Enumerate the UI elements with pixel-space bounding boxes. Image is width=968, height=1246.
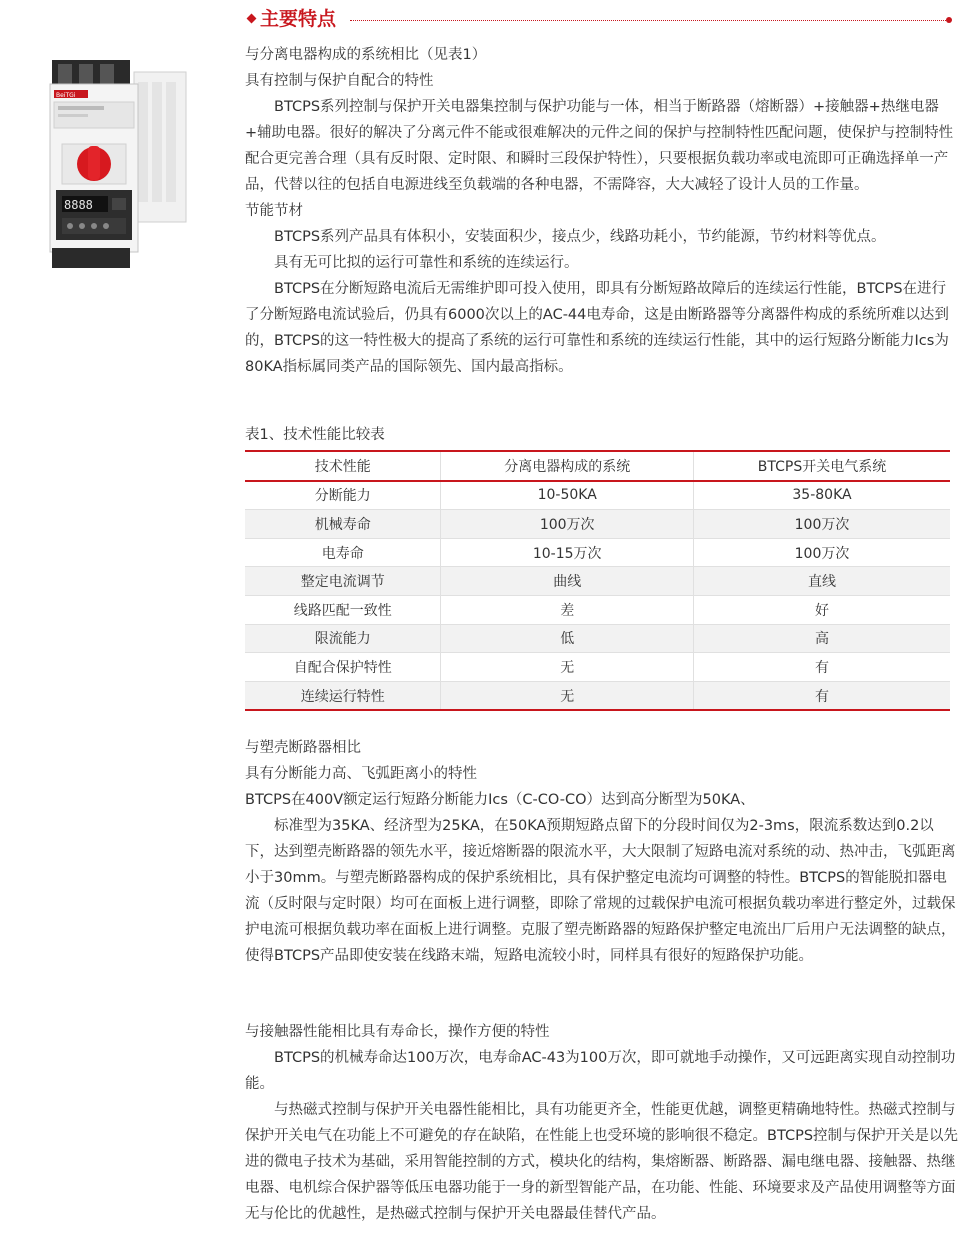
- table-cell: 无: [441, 653, 694, 682]
- table-cell: 100万次: [694, 538, 951, 567]
- section3-line-1: 与接触器性能相比具有寿命长，操作方便的特性: [245, 1024, 550, 1040]
- intro-section: [245, 42, 959, 380]
- table-cell: 分断能力: [245, 481, 441, 510]
- table-cell: 35-80KA: [694, 481, 951, 510]
- table-row: [245, 653, 950, 682]
- contactor-comparison-section: [245, 1019, 959, 1227]
- display-readout: 8888: [64, 198, 93, 212]
- intro-paragraph-1: BTCPS系列控制与保护开关电器集控制与保护功能与一体，相当于断路器（熔断器）+接触器+热继电器+辅助电器。很好的解决了分离元件不能或很难解决的元件之间的保护与控制特性匹配问题，使保护与控制特性配合更完善合理（具有反时限、定时限、和瞬时三段保护特性），只要根据负载功率或电流即可正确选择单一产品，代替以往的包括自电源进线至负载端的各种电器，不需降容，大大减轻了设计人员的工作量。: [245, 99, 954, 193]
- table-cell: 线路匹配一致性: [245, 595, 441, 624]
- product-image: [42, 60, 190, 268]
- table-cell: 连续运行特性: [245, 681, 441, 710]
- table-row: [245, 595, 950, 624]
- table-row: [245, 681, 950, 710]
- intro-line-3: 节能节材: [245, 203, 303, 219]
- table-row: [245, 538, 950, 567]
- intro-line-2: 具有控制与保护自配合的特性: [245, 73, 434, 89]
- diamond-icon: [247, 14, 257, 24]
- mccb-comparison-section: [245, 735, 959, 969]
- table-row: [245, 567, 950, 596]
- table-cell: 直线: [694, 567, 951, 596]
- intro-line-1: 与分离电器构成的系统相比（见表1）: [245, 47, 487, 63]
- section2-line-3: BTCPS在400V额定运行短路分断能力Ics（C-CO-CO）达到高分断型为50KA、: [245, 792, 755, 808]
- section2-line-2: 具有分断能力高、飞弧距离小的特性: [245, 766, 477, 782]
- table-cell: 高: [694, 624, 951, 653]
- table-cell: 整定电流调节: [245, 567, 441, 596]
- table-header-cell: 技术性能: [245, 451, 441, 481]
- table-cell: 100万次: [441, 510, 694, 539]
- table-cell: 好: [694, 595, 951, 624]
- table-header-cell: BTCPS开关电气系统: [694, 451, 951, 481]
- table-cell: 无: [441, 681, 694, 710]
- section-header: [240, 6, 956, 32]
- table-cell: 限流能力: [245, 624, 441, 653]
- table-cell: 有: [694, 653, 951, 682]
- section3-paragraph-2: 与热磁式控制与保护开关电器性能相比，具有功能更齐全，性能更优越，调整更精确地特性。热磁式控制与保护开关电气在功能上不可避免的存在缺陷，在性能上也受环境的影响很不稳定。BTCPS控制与保护开关是以先进的微电子技术为基础，采用智能控制的方式，模块化的结构，集熔断器、断路器、漏电继电器、接触器、热继电器、电机综合保护器等低压电器功能于一身的新型智能产品，在功能、性能、环境要求及产品使用调整等方面无与伦比的优越性，是热磁式控制与保护开关电器最佳替代产品。: [245, 1102, 959, 1222]
- table-cell: 100万次: [694, 510, 951, 539]
- section2-paragraph-1: 标准型为35KA、经济型为25KA，在50KA预期短路点留下的分段时间仅为2-3ms，限流系数达到0.2以下，达到塑壳断路器的领先水平，接近熔断器的限流水平，大大限制了短路电流对系统的动、热冲击，飞弧距离小于30mm。与塑壳断路器构成的保护系统相比，具有保护整定电流均可调整的特性。BTCPS的智能脱扣器电流（反时限与定时限）均可在面板上进行调整，即除了常规的过载保护电流可根据负载功率进行整定外，过载保护电流可根据负载功率在面板上进行调整。克服了塑壳断路器的短路保护整定电流出厂后用户无法调整的缺点，使得BTCPS产品即使安装在线路末端，短路电流较小时，同样具有很好的短路保护功能。: [245, 818, 956, 964]
- intro-paragraph-4: BTCPS在分断短路电流后无需维护即可投入使用，即具有分断短路故障后的连续运行性能，BTCPS在进行了分断短路电流试验后，仍具有6000次以上的AC-44电寿命，这是由断路器等分离器件构成的系统所难以达到的，BTCPS的这一特性极大的提高了系统的运行可靠性和系统的连续运行性能，其中的运行短路分断能力Ics为80KA指标属同类产品的国际领先、国内最高指标。: [245, 281, 949, 375]
- table-cell: 低: [441, 624, 694, 653]
- table-cell: 10-15万次: [441, 538, 694, 567]
- table-header-cell: 分离电器构成的系统: [441, 451, 694, 481]
- intro-paragraph-3: 具有无可比拟的运行可靠性和系统的连续运行。: [274, 255, 579, 271]
- brand-logo: BeiTGi: [56, 92, 76, 99]
- table-caption: 表1、技术性能比较表: [245, 427, 385, 443]
- section2-line-1: 与塑壳断路器相比: [245, 740, 361, 756]
- page-title: 主要特点: [260, 8, 337, 30]
- section3-paragraph-1: BTCPS的机械寿命达100万次，电寿命AC-43为100万次，即可就地手动操作，又可远距离实现自动控制功能。: [245, 1050, 956, 1092]
- table-cell: 差: [441, 595, 694, 624]
- table-row: [245, 481, 950, 510]
- comparison-table: [245, 450, 950, 711]
- table-row: [245, 624, 950, 653]
- table-header-row: [245, 451, 950, 481]
- intro-paragraph-2: BTCPS系列产品具有体积小，安装面积少，接点少，线路功耗小，节约能源，节约材料等优点。: [274, 229, 886, 245]
- table-cell: 机械寿命: [245, 510, 441, 539]
- table-cell: 自配合保护特性: [245, 653, 441, 682]
- dot-icon: [946, 17, 952, 23]
- table-cell: 电寿命: [245, 538, 441, 567]
- table-row: [245, 510, 950, 539]
- table-cell: 曲线: [441, 567, 694, 596]
- header-divider: [350, 20, 946, 21]
- table-cell: 有: [694, 681, 951, 710]
- table-cell: 10-50KA: [441, 481, 694, 510]
